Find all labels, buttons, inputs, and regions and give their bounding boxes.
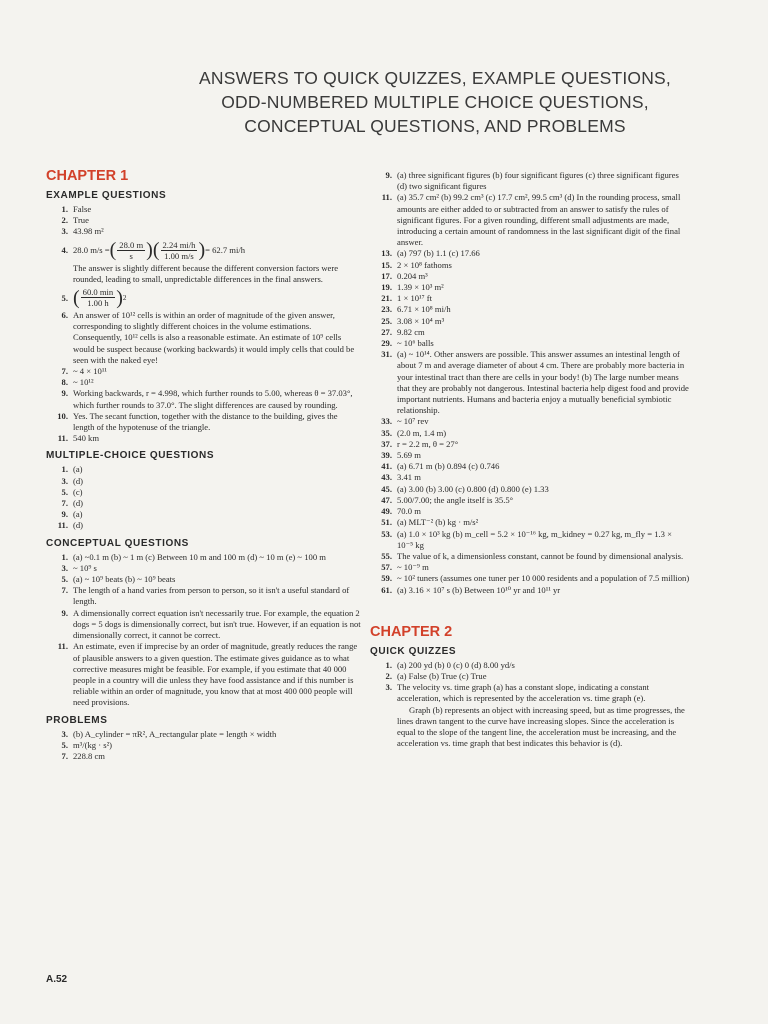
title-line-1: ANSWERS TO QUICK QUIZZES, EXAMPLE QUESTIONS, bbox=[199, 68, 671, 88]
item-number: 1. bbox=[61, 551, 68, 562]
item-number: 1. bbox=[61, 204, 68, 214]
quick-quizzes-list bbox=[370, 660, 690, 705]
item-number: 3. bbox=[61, 728, 68, 739]
exponent: 2 bbox=[122, 293, 127, 302]
chapter-2-heading: CHAPTER 2 bbox=[370, 623, 453, 640]
item-text: (a) 3.00 (b) 3.00 (c) 0.800 (d) 0.800 (e) 1.33 bbox=[397, 483, 549, 494]
item-number: 35. bbox=[381, 427, 392, 438]
item-text: (a) MLT⁻² (b) kg · m/s² bbox=[397, 517, 479, 528]
list-item bbox=[46, 729, 361, 740]
item-number: 7. bbox=[61, 585, 68, 596]
item-text: (a) bbox=[73, 464, 83, 475]
list-item bbox=[370, 349, 690, 416]
item-text: 540 km bbox=[73, 433, 100, 444]
item-text: 1 × 10¹⁷ ft bbox=[397, 293, 433, 304]
item-text: A dimensionally correct equation isn't necessarily true. For example, the equation 2 dogs = 5 dogs is dimensionally correct, but isn't true. However, if an equation is not dimensionally correct, it cannot be correct. bbox=[73, 607, 361, 641]
item-text: ~ 10⁻⁹ m bbox=[397, 562, 429, 573]
item-text: 0.204 m³ bbox=[397, 270, 428, 281]
item-text: ~ 10¹² bbox=[73, 377, 94, 388]
item-number: 1. bbox=[61, 464, 68, 475]
list-item bbox=[370, 248, 690, 259]
item-text: m³/(kg · s²) bbox=[73, 739, 113, 750]
list-item bbox=[46, 464, 361, 475]
multiple-choice-heading: MULTIPLE-CHOICE QUESTIONS bbox=[46, 450, 215, 462]
item-text: (a) 3.16 × 10⁷ s (b) Between 10¹⁰ yr and 10¹¹ yr bbox=[397, 584, 561, 595]
item-text: 1.39 × 10³ m² bbox=[397, 282, 444, 293]
paren-close-2: ) bbox=[198, 239, 206, 262]
item-number: 1. bbox=[385, 659, 392, 670]
item-text: (a) 1.0 × 10³ kg (b) m_cell = 5.2 × 10⁻¹⁶ kg, m_kidney = 0.27 kg, m_fly = 1.3 × 10⁻⁵ kg bbox=[397, 528, 672, 550]
formula-rhs: = 62.7 mi/h bbox=[205, 245, 246, 256]
list-item bbox=[370, 551, 690, 562]
item-text: True bbox=[73, 215, 89, 226]
example-questions-list bbox=[46, 204, 361, 238]
item-number: 55. bbox=[381, 550, 392, 561]
item-number: 61. bbox=[381, 584, 392, 595]
item-text: (d) bbox=[73, 475, 84, 486]
item-number: 19. bbox=[381, 282, 392, 293]
conceptual-questions-list bbox=[46, 552, 361, 709]
item-text: 5.69 m bbox=[397, 450, 421, 461]
item-number: 15. bbox=[381, 259, 392, 270]
problems-list-continued bbox=[370, 170, 690, 596]
list-item bbox=[46, 552, 361, 563]
item-text: (a) 35.7 cm² (b) 99.2 cm³ (c) 17.7 cm², 99.5 cm³ (d) In the rounding process, small amounts are either added to or subtracted from an answer to satisfy the rules of significant figures. For a given rounding, different small adjustments are made, introducing a certain amount of randomness in the last significant digit of the final answer. bbox=[397, 192, 681, 248]
item-number: 53. bbox=[381, 528, 392, 539]
item-number: 49. bbox=[381, 506, 392, 517]
item-number: 5. bbox=[61, 739, 68, 750]
list-item bbox=[46, 476, 361, 487]
item-text: (a) ~ 10⁹ beats (b) ~ 10⁹ beats bbox=[73, 574, 176, 585]
item-text: r = 2.2 m, θ = 27° bbox=[397, 438, 459, 449]
item-number: 5. bbox=[61, 574, 68, 585]
list-item bbox=[370, 682, 690, 704]
list-item bbox=[370, 428, 690, 439]
list-item bbox=[370, 271, 690, 282]
item-number: 11. bbox=[57, 641, 68, 652]
item-text: (c) bbox=[73, 486, 83, 497]
list-item bbox=[46, 641, 361, 708]
page-title bbox=[150, 66, 720, 138]
item-text: (a) False (b) True (c) True bbox=[397, 670, 487, 681]
page-number: A.52 bbox=[46, 974, 68, 985]
item-text: An estimate, even if imprecise by an order of magnitude, greatly reduces the range of plausible answers to a given question. The estimate gives guidance as to what corrective measures might be feasible. For example, if you estimate that 40 000 people in a country will die unless they have food assistance and if this number is reliable within an order of magnitude, you know that at most 400 000 people will need provisions. bbox=[73, 641, 358, 708]
item-text: ~ 10² tuners (assumes one tuner per 10 000 residents and a population of 7.5 million) bbox=[397, 573, 690, 584]
item-text: Working backwards, r = 4.998, which further rounds to 5.00, whereas θ = 37.03°, which further rounds to 37.0°. The slight differences are caused by rounding. bbox=[73, 388, 353, 410]
item-number: 4. bbox=[61, 245, 68, 256]
item-number: 23. bbox=[381, 304, 392, 315]
list-item bbox=[370, 671, 690, 682]
item-text: 70.0 m bbox=[397, 506, 421, 517]
item-text: Yes. The secant function, together with the distance to the building, gives the length of the hypotenuse of the triangle. bbox=[73, 410, 338, 433]
problems-list bbox=[46, 729, 361, 763]
formula-lhs: 28.0 m/s = bbox=[73, 245, 110, 256]
item-number: 3. bbox=[385, 682, 392, 693]
title-line-3: CONCEPTUAL QUESTIONS, AND PROBLEMS bbox=[244, 116, 626, 136]
item-number: 3. bbox=[61, 226, 68, 237]
list-item bbox=[370, 506, 690, 517]
item-text: ~ 10⁷ rev bbox=[397, 416, 429, 427]
list-item bbox=[370, 450, 690, 461]
list-item bbox=[46, 585, 361, 607]
item-text: (a) 797 (b) 1.1 (c) 17.66 bbox=[397, 248, 480, 259]
item-text: 6.71 × 10⁸ mi/h bbox=[397, 304, 451, 315]
item-number: 9. bbox=[61, 509, 68, 520]
list-item bbox=[370, 170, 690, 192]
item-text: False bbox=[73, 204, 92, 214]
item-number: 59. bbox=[381, 573, 392, 584]
item-text: ~ 10⁹ s bbox=[73, 562, 97, 573]
item-number: 21. bbox=[381, 293, 392, 304]
list-item bbox=[46, 377, 361, 388]
item-number: 3. bbox=[61, 562, 68, 573]
title-line-2: ODD-NUMBERED MULTIPLE CHOICE QUESTIONS, bbox=[221, 92, 649, 112]
list-item bbox=[46, 310, 361, 366]
item-text: (a) ~ 10¹⁴. Other answers are possible. This answer assumes an intestinal length of about 7 m and average diameter of about 4 cm. There are probably more bacteria in your intestinal tract than there are cells in your body! (b) The large number means that they are probably not dangerous. Intestinal bacteria help digest food and provide important nutrients. Humans and bacteria enjoy a mutually beneficial symbiotic relationship. bbox=[397, 349, 689, 416]
list-item bbox=[370, 484, 690, 495]
example-item-5 bbox=[46, 287, 361, 308]
item-text: 5.00/7.00; the angle itself is 35.5° bbox=[397, 494, 514, 505]
list-item bbox=[370, 260, 690, 271]
quick-quizzes-heading: QUICK QUIZZES bbox=[370, 645, 457, 657]
item-number: 7. bbox=[61, 498, 68, 509]
list-item bbox=[46, 608, 361, 642]
item-number: 9. bbox=[61, 607, 68, 618]
list-item bbox=[46, 740, 361, 751]
item-number: 6. bbox=[61, 310, 68, 321]
quick-quiz-3-paragraph: Graph (b) represents an object with increasing speed, but as time progresses, the lines drawn tangent to the curve have increasing slopes. Since the acceleration is equal to the slope of the tangent line, the acceleration must be increasing, and the acceleration vs. time graph that best indicates this behavior is (d). bbox=[397, 704, 685, 749]
chapter-1-heading: CHAPTER 1 bbox=[46, 168, 129, 184]
list-item bbox=[370, 327, 690, 338]
item-text: The length of a hand varies from person to person, so it isn't a useful standard of length. bbox=[73, 585, 350, 607]
list-item bbox=[370, 439, 690, 450]
list-item bbox=[46, 487, 361, 498]
list-item bbox=[370, 517, 690, 528]
list-item bbox=[370, 304, 690, 315]
list-item bbox=[46, 411, 361, 433]
item-number: 11. bbox=[57, 433, 68, 444]
list-item bbox=[46, 751, 361, 762]
paren-open: ( bbox=[109, 239, 117, 262]
item-text: The velocity vs. time graph (a) has a constant slope, indicating a constant acceleration, which is represented by the acceleration vs. time graph (e). bbox=[397, 682, 650, 704]
list-item bbox=[370, 461, 690, 472]
item-text: (a) ~0.1 m (b) ~ 1 m (c) Between 10 m and 100 m (d) ~ 10 m (e) ~ 100 m bbox=[73, 551, 326, 562]
item-text: (a) 6.71 m (b) 0.894 (c) 0.746 bbox=[397, 461, 500, 472]
list-item bbox=[370, 416, 690, 427]
item-text: 2 × 10⁸ fathoms bbox=[397, 259, 452, 270]
right-column bbox=[370, 170, 690, 749]
paren-close: ) bbox=[116, 286, 123, 309]
list-item bbox=[46, 226, 361, 237]
list-item bbox=[370, 495, 690, 506]
list-item bbox=[46, 204, 361, 215]
item-text: (a) 200 yd (b) 0 (c) 0 (d) 8.00 yd/s bbox=[397, 659, 515, 670]
list-item bbox=[370, 282, 690, 293]
item-text: 9.82 cm bbox=[397, 326, 425, 337]
item-number: 5. bbox=[61, 486, 68, 497]
item-number: 10. bbox=[57, 410, 68, 421]
item-text: 43.98 m² bbox=[73, 226, 104, 237]
list-item bbox=[370, 192, 690, 248]
item-number: 11. bbox=[381, 192, 392, 203]
list-item bbox=[46, 498, 361, 509]
item-number: 45. bbox=[381, 483, 392, 494]
list-item bbox=[370, 316, 690, 327]
item-number: 29. bbox=[381, 338, 392, 349]
item-number: 2. bbox=[61, 215, 68, 226]
item-number: 13. bbox=[381, 248, 392, 259]
item-number: 37. bbox=[381, 438, 392, 449]
list-item bbox=[370, 585, 690, 596]
list-item bbox=[46, 215, 361, 226]
item-number: 2. bbox=[385, 670, 392, 681]
item-number: 51. bbox=[381, 517, 392, 528]
item-text: (b) A_cylinder = πR², A_rectangular plate = length × width bbox=[73, 728, 277, 739]
example-questions-heading: EXAMPLE QUESTIONS bbox=[46, 190, 167, 201]
item-number: 41. bbox=[381, 461, 392, 472]
fraction-item-5: $\frac{60.0 \min}{1.00 h}$ bbox=[82, 287, 114, 309]
item-number: 39. bbox=[381, 450, 392, 461]
list-item bbox=[46, 366, 361, 377]
paren-open: ( bbox=[73, 286, 80, 309]
list-item bbox=[370, 529, 690, 551]
list-item bbox=[370, 472, 690, 483]
item-number: 8. bbox=[61, 377, 68, 388]
fraction-2: $\frac{2.24 mi/h}{1.00 m/s}$ bbox=[162, 239, 196, 261]
item-text: (d) bbox=[73, 498, 84, 509]
list-item bbox=[46, 574, 361, 585]
fraction-1: $\frac{28.0 m}{s}$ bbox=[119, 239, 144, 261]
item-number: 43. bbox=[381, 472, 392, 483]
list-item bbox=[370, 293, 690, 304]
list-item bbox=[370, 562, 690, 573]
item-number: 7. bbox=[61, 366, 68, 377]
paren-open-2: ( bbox=[152, 239, 160, 262]
left-column bbox=[46, 168, 361, 762]
item-number: 33. bbox=[381, 416, 392, 427]
item-text: ~ 4 × 10¹¹ bbox=[73, 366, 107, 377]
item-text: The value of k, a dimensionless constant, cannot be found by dimensional analysis. bbox=[397, 550, 684, 561]
list-item bbox=[46, 520, 361, 531]
list-item bbox=[46, 509, 361, 520]
example-questions-list-2 bbox=[46, 310, 361, 444]
conceptual-questions-heading: CONCEPTUAL QUESTIONS bbox=[46, 537, 189, 549]
item-text: ~ 10⁶ balls bbox=[397, 338, 434, 349]
item-number: 17. bbox=[381, 270, 392, 281]
item-number: 47. bbox=[381, 494, 392, 505]
multiple-choice-list bbox=[46, 464, 361, 531]
item-text: 3.08 × 10⁴ m³ bbox=[397, 315, 445, 326]
list-item bbox=[370, 660, 690, 671]
item-number: 3. bbox=[61, 475, 68, 486]
item-text: 3.41 m bbox=[397, 472, 421, 483]
list-item bbox=[46, 388, 361, 410]
item-4-note: The answer is slightly different because the different conversion factors were rounded, leading to small, unpredictable differences in the final answers. bbox=[73, 262, 339, 284]
item-number: 11. bbox=[57, 520, 68, 531]
list-item bbox=[370, 338, 690, 349]
item-text: (a) three significant figures (b) four significant figures (c) three significant figures (d) two significant figures bbox=[397, 170, 679, 192]
item-number: 25. bbox=[381, 315, 392, 326]
item-number: 9. bbox=[385, 170, 392, 180]
list-item bbox=[46, 563, 361, 574]
item-number: 27. bbox=[381, 326, 392, 337]
item-text: An answer of 10¹² cells is within an order of magnitude of the given answer, corresponding to slightly different choices in the volume estimations. Consequently, 10¹² cells is also a reasonable estimate. An estimate of 10⁹ cells would be suspect because (working backwards) it would imply cells that could be seen with the naked eye! bbox=[73, 310, 355, 365]
list-item bbox=[46, 433, 361, 444]
item-number: 31. bbox=[381, 349, 392, 360]
item-text: (d) bbox=[73, 520, 84, 531]
problems-heading: PROBLEMS bbox=[46, 714, 108, 726]
item-number: 5. bbox=[61, 292, 68, 303]
item-number: 7. bbox=[61, 750, 68, 761]
item-text: 228.8 cm bbox=[73, 750, 105, 761]
list-item bbox=[370, 573, 690, 584]
item-number: 57. bbox=[381, 562, 392, 573]
paren-close: ) bbox=[146, 239, 153, 262]
example-item-4 bbox=[46, 240, 361, 261]
item-text: (a) bbox=[73, 509, 83, 520]
item-number: 9. bbox=[61, 388, 68, 399]
item-text: (2.0 m, 1.4 m) bbox=[397, 427, 447, 438]
